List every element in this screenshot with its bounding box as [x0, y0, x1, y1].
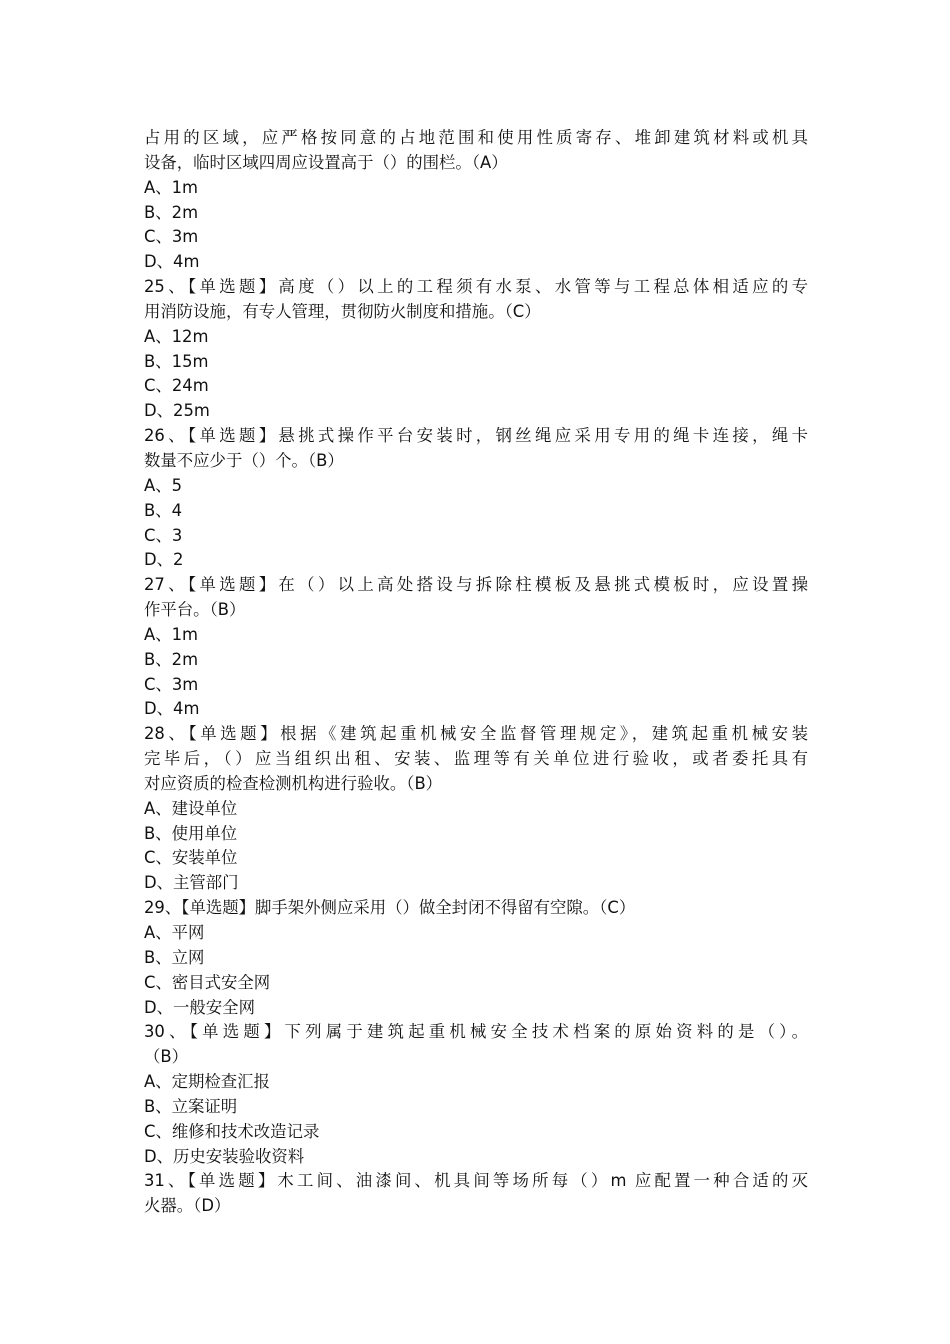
text-line: D、主管部门 [144, 873, 239, 893]
text-line: A、定期检查汇报 [144, 1072, 270, 1092]
text-line: B、使用单位 [144, 823, 238, 843]
text-line: B、2m [144, 649, 199, 669]
text-line: B、立网 [144, 947, 205, 967]
text-line: A、12m [144, 326, 209, 346]
text-line: A、建设单位 [144, 798, 238, 818]
text-line: D、一般安全网 [144, 997, 255, 1017]
text-line: A、1m [144, 177, 198, 197]
text-line: C、安装单位 [144, 848, 238, 868]
text-line: 27、【单选题】在（）以上高处搭设与拆除柱模板及悬挑式模板时，应设置操 [144, 575, 808, 595]
text-line: A、5 [144, 475, 183, 495]
text-line: C、3 [144, 525, 183, 545]
text-line: B、立案证明 [144, 1096, 238, 1116]
text-line: A、1m [144, 624, 198, 644]
text-line: B、4 [144, 500, 183, 520]
text-line: 完毕后，（）应当组织出租、安装、监理等有关单位进行验收，或者委托具有 [144, 749, 808, 769]
text-line: 25、【单选题】高度（）以上的工程须有水泵、水管等与工程总体相适应的专 [144, 277, 808, 297]
text-line: 28、【单选题】根据《建筑起重机械安全监督管理规定》，建筑起重机械安装 [144, 724, 808, 744]
text-line: C、维修和技术改造记录 [144, 1121, 320, 1141]
text-line: 用消防设施，有专人管理，贯彻防火制度和措施。（C） [144, 301, 541, 321]
text-line: C、24m [144, 376, 209, 396]
text-line: 对应资质的检查检测机构进行验收。（B） [144, 773, 443, 793]
text-line: 26、【单选题】悬挑式操作平台安装时，钢丝绳应采用专用的绳卡连接，绳卡 [144, 426, 808, 446]
text-line: D、历史安装验收资料 [144, 1146, 305, 1166]
text-line: C、密目式安全网 [144, 972, 271, 992]
text-line: 火器。（D） [144, 1196, 231, 1216]
text-line: C、3m [144, 674, 199, 694]
text-line: 作平台。（B） [144, 600, 246, 620]
text-line: A、平网 [144, 923, 205, 942]
text-line: B、15m [144, 351, 209, 371]
text-line: D、2 [144, 550, 184, 570]
text-line: 数量不应少于（）个。（B） [144, 450, 344, 470]
text-line: B、2m [144, 202, 199, 222]
text-line: 31、【单选题】木工间、油漆间、机具间等场所每（）m 应配置一种合适的灭 [144, 1171, 808, 1191]
document-page [144, 126, 808, 1219]
text-line: D、25m [144, 401, 210, 421]
text-line: C、3m [144, 227, 199, 247]
text-line: 29、【单选题】脚手架外侧应采用（）做全封闭不得留有空隙。（C） [144, 898, 636, 918]
text-line: D、4m [144, 252, 200, 272]
text-line: D、4m [144, 699, 200, 719]
text-line: 30、【单选题】下列属于建筑起重机械安全技术档案的原始资料的是（）。 [144, 1022, 808, 1042]
text-line: 占用的区域，应严格按同意的占地范围和使用性质寄存、堆卸建筑材料或机具 [144, 128, 808, 147]
text-line: 设备，临时区域四周应设置高于（）的围栏。（A） [144, 152, 508, 172]
text-line: （B） [144, 1047, 189, 1067]
